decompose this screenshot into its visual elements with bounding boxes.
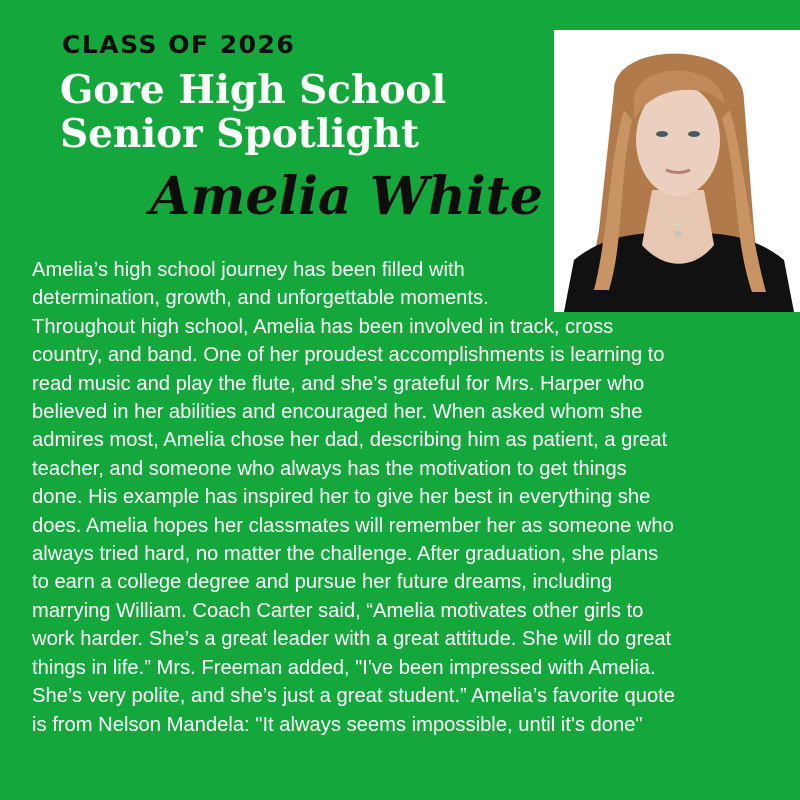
bio-line: believed in her abilities and encouraged her. When asked whom she [32,401,643,424]
bio-line: Throughout high school, Amelia has been involved in track, cross [32,315,614,338]
bio-line: always tried hard, no matter the challenge. After graduation, she plans [32,543,659,566]
bio-line: is from Nelson Mandela: "It always seems impossible, until it's done" [32,713,643,736]
bio-line: things in life.” Mrs. Freeman added, "I've been impressed with Amelia. [32,656,656,679]
page-title [60,68,446,156]
bio-line: teacher, and someone who always has the motivation to get things [32,457,627,480]
bio-line: admires most, Amelia chose her dad, describing him as patient, a great [32,429,668,452]
bio-line: work harder. She’s a great leader with a great attitude. She will do great [32,628,672,651]
student-name: Amelia White [150,166,543,227]
bio-line: country, and band. One of her proudest accomplishments is learning to [32,344,665,367]
title-line-school: Gore High School [60,67,447,113]
bio-line: determination, growth, and unforgettable moments. [32,287,489,310]
bio-line: does. Amelia hopes her classmates will remember her as someone who [32,514,674,537]
title-line-spotlight: Senior Spotlight [60,111,420,157]
class-year-label: CLASS OF 2026 [62,30,296,59]
bio-line: done. His example has inspired her to give her best in everything she [32,486,651,509]
bio-line: She’s very polite, and she’s just a great student.” Amelia’s favorite quote [32,685,676,708]
bio-line: Amelia’s high school journey has been filled with [32,259,465,281]
bio-line: to earn a college degree and pursue her future dreams, including [32,571,613,594]
bio-line: marrying William. Coach Carter said, “Amelia motivates other girls to [32,599,644,622]
bio-line: read music and play the flute, and she’s grateful for Mrs. Harper who [32,372,645,395]
biography-text [32,256,784,739]
